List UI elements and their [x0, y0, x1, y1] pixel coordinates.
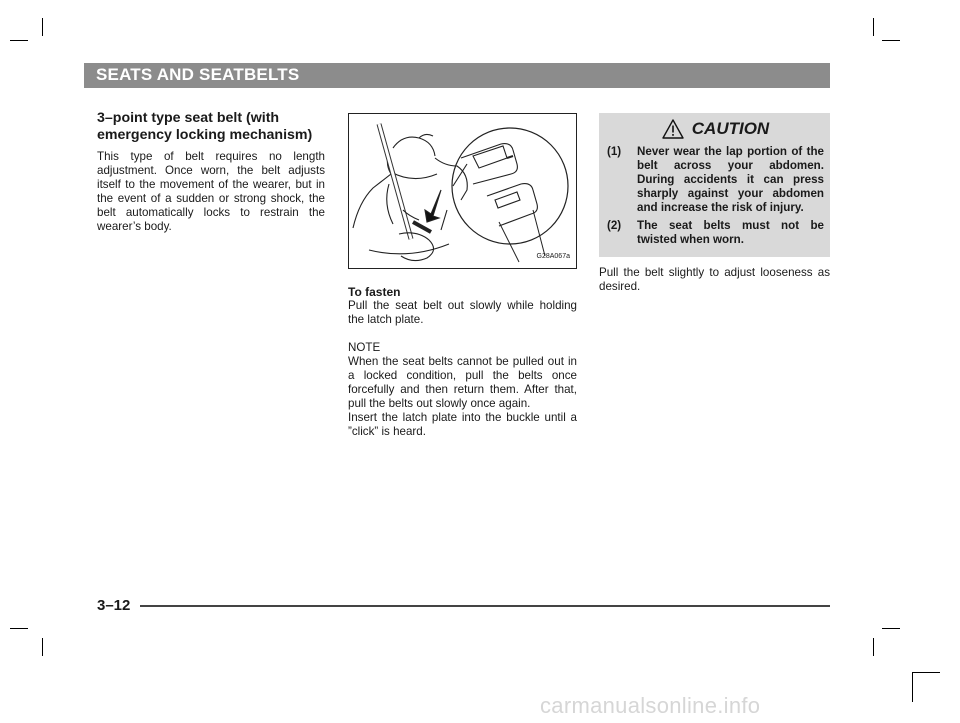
caution-item — [607, 219, 824, 247]
section-header-bar — [84, 63, 830, 88]
body-paragraph: Pull the seat belt out slowly while holding the latch plate. — [348, 299, 577, 326]
corner-mark — [912, 672, 940, 673]
watermark: carmanualsonline.info — [540, 693, 761, 718]
caution-item-number: (1) — [607, 145, 622, 158]
crop-mark — [10, 40, 28, 41]
body-paragraph: Pull the belt slightly to adjust looseness as desired. — [599, 266, 830, 293]
crop-mark — [10, 628, 28, 629]
caution-item-text: Never wear the lap portion of the belt across your abdomen. During accidents it can press sharply against your abdomen and increase the risk of injury. — [637, 145, 824, 214]
caution-header — [607, 119, 824, 139]
crop-mark — [873, 18, 874, 36]
crop-mark — [42, 638, 43, 656]
figure-code: G28A067a — [536, 253, 570, 260]
footer-rule — [140, 605, 830, 607]
body-paragraph: Insert the latch plate into the buckle until a ”click” is heard. — [348, 411, 577, 438]
body-paragraph: This type of belt requires no length adjustment. Once worn, the belt adjusts itself to the movement of the wearer, but in the event of a sudden or strong shock, the belt automatically locks to restrain the wearer’s body. — [97, 150, 325, 233]
crop-mark — [873, 638, 874, 656]
caution-item-number: (2) — [607, 219, 622, 232]
column-right — [599, 113, 830, 294]
warning-triangle-icon — [662, 119, 684, 139]
caution-item-text: The seat belts must not be twisted when worn. — [637, 219, 824, 246]
column-middle — [348, 113, 577, 439]
seatbelt-illustration — [348, 113, 577, 269]
caution-title: CAUTION — [691, 119, 770, 138]
subheading: To fasten — [348, 285, 401, 299]
section-title: SEATS AND SEATBELTS — [96, 65, 300, 84]
column-left — [97, 110, 325, 234]
crop-mark — [42, 18, 43, 36]
caution-box — [599, 113, 830, 257]
note-label: NOTE — [348, 341, 381, 354]
section-heading: 3–point type seat belt (with emergency locking mechanism) — [97, 110, 313, 143]
crop-mark — [882, 628, 900, 629]
note-paragraph: When the seat belts cannot be pulled out in a locked condition, pull the belts once forcefully and then return them. After that, pull the belts out slowly once again. — [348, 355, 577, 410]
crop-mark — [882, 40, 900, 41]
page-number: 3–12 — [97, 597, 131, 614]
seatbelt-drawing-icon — [349, 114, 576, 268]
caution-item — [607, 145, 824, 215]
corner-mark — [912, 672, 913, 702]
